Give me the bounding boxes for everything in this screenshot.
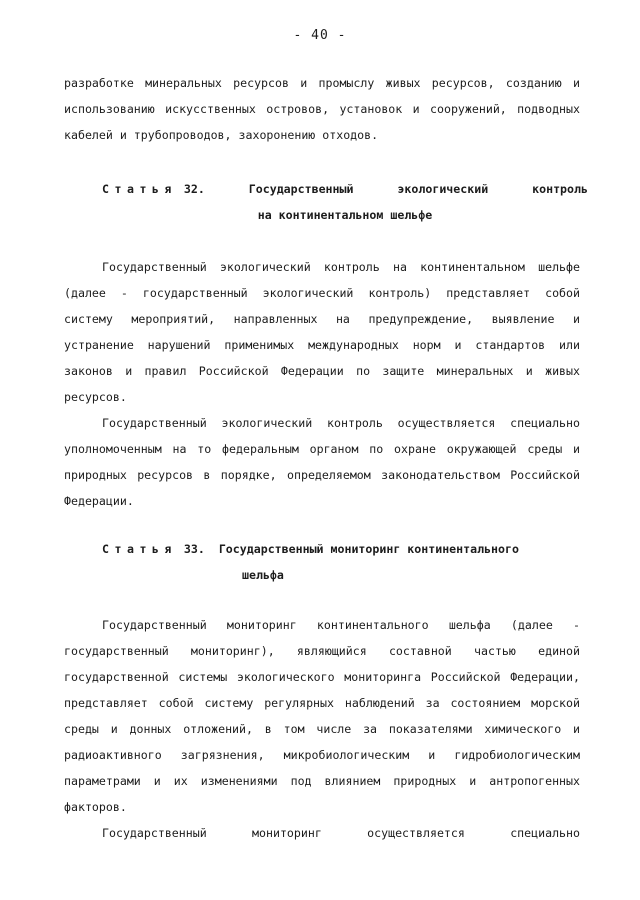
article-32-paragraph-2: Государственный экологический контроль осуществляется специально уполномоченным на то федеральным органом по охране окружающей среды и природных ресурсов в порядке, определяемом законодательством Российской Федерации.: [64, 416, 580, 508]
article-32-title-word-1: Государственный: [248, 182, 354, 196]
article-33-title-line1: Государственный мониторинг континентального: [218, 542, 519, 556]
article-32-label-group: [102, 176, 205, 202]
page-number: - 40 -: [293, 28, 347, 43]
article-33-heading-line1: [102, 536, 588, 562]
article-32-heading-line1: [102, 176, 588, 202]
article-33-title-line2: шельфа: [242, 568, 284, 582]
article-33-heading: [102, 536, 588, 588]
article-32-title-word-3: контроль: [532, 182, 588, 196]
article-33-label-group: [102, 536, 205, 562]
article-33-paragraph-1: Государственный мониторинг континентального шельфа (далее - государственный мониторинг), являющийся составной частью единой государственной системы экологического мониторинга Российской Федерации, представляет собой систему регулярных наблюдений за состоянием морской среды и донных отложений, в том числе за показателями химического и радиоактивного загрязнения, микробиологическим и гидробиологическим параметрами и их изменениями под влиянием природных и антропогенных факторов.: [64, 618, 580, 814]
article-33-paragraph-2: Государственный мониторинг осуществляется специально: [102, 826, 580, 840]
article-32-heading: [102, 176, 588, 228]
intro-block: [64, 70, 580, 148]
article-32-number: 32.: [183, 182, 205, 196]
article-32-title-word-2: экологический: [397, 182, 489, 196]
article-32-title-line2: на континентальном шельфе: [257, 208, 433, 222]
article-32-body: [64, 254, 580, 514]
article-33-number: 33.: [183, 542, 205, 556]
article-33-body: [64, 612, 580, 846]
article-32-paragraph-1: Государственный экологический контроль на континентальном шельфе (далее - государственный экологический контроль) представляет собой систему мероприятий, направленных на предупреждение, выявление и устранение нарушений применимых международных норм и стандартов или законов и правил Российской Федерации по защите минеральных и живых ресурсов.: [64, 260, 580, 404]
article-33-label: Статья: [102, 542, 177, 556]
article-32-label: Статья: [102, 182, 177, 196]
intro-paragraph: разработке минеральных ресурсов и промыслу живых ресурсов, созданию и использованию искусственных островов, установок и сооружений, подводных кабелей и трубопроводов, захоронению отходов.: [64, 76, 580, 142]
